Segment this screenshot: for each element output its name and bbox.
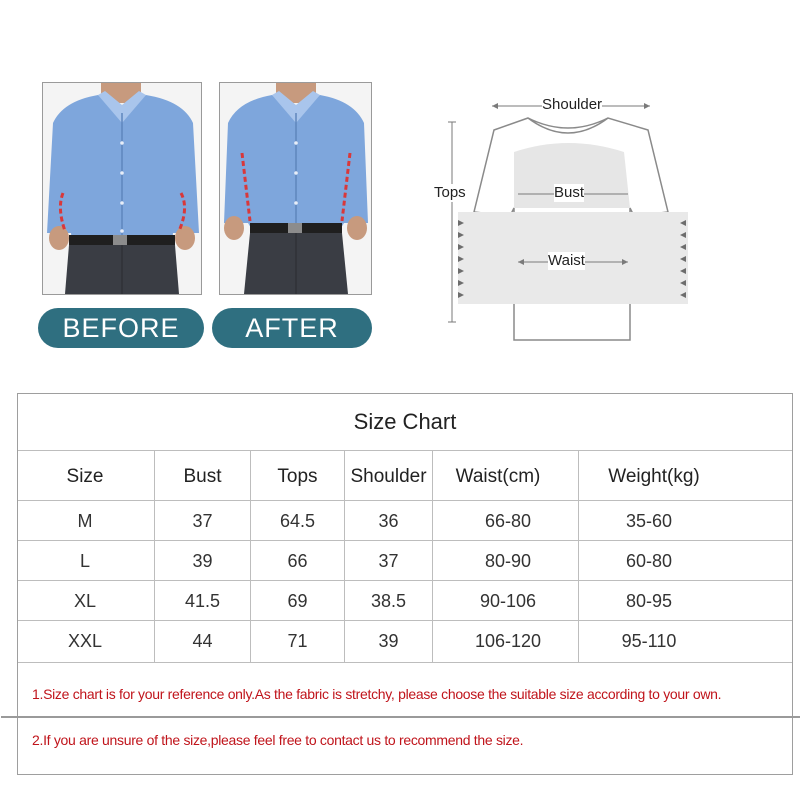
bust-label: Bust bbox=[554, 184, 585, 201]
cell-tops: 64.5 bbox=[279, 510, 316, 531]
row-divider bbox=[18, 580, 792, 581]
row-divider bbox=[18, 620, 792, 621]
header-tops: Tops bbox=[277, 466, 318, 487]
tshirt-outline bbox=[428, 90, 708, 350]
cell-bust: 41.5 bbox=[184, 590, 221, 611]
cell-waist: 66-80 bbox=[484, 510, 532, 531]
note-separator bbox=[1, 716, 800, 718]
cell-size: L bbox=[79, 550, 90, 571]
after-photo bbox=[219, 82, 372, 295]
cell-shoulder: 37 bbox=[378, 550, 399, 571]
row-divider bbox=[18, 500, 792, 501]
header-weight: Weight(kg) bbox=[608, 466, 700, 487]
header-shoulder: Shoulder bbox=[350, 466, 427, 487]
cell-bust: 39 bbox=[192, 550, 213, 571]
size-chart-table bbox=[17, 393, 793, 775]
before-badge: BEFORE bbox=[38, 308, 204, 348]
waist-label: Waist bbox=[548, 252, 585, 269]
cell-weight: 35-60 bbox=[625, 510, 673, 531]
row-divider bbox=[18, 540, 792, 541]
row-divider bbox=[18, 662, 792, 663]
size-note-2: 2.If you are unsure of the size,please feel free to contact us to recommend the size. bbox=[32, 732, 524, 748]
after-badge: AFTER bbox=[212, 308, 372, 348]
before-photo bbox=[42, 82, 202, 295]
row-divider bbox=[18, 450, 792, 451]
cell-weight: 95-110 bbox=[621, 630, 677, 651]
cell-bust: 44 bbox=[192, 630, 213, 651]
cell-bust: 37 bbox=[192, 510, 213, 531]
measurement-diagram bbox=[428, 90, 708, 350]
cell-tops: 69 bbox=[287, 590, 308, 611]
header-waist: Waist(cm) bbox=[455, 466, 541, 487]
cell-shoulder: 39 bbox=[378, 630, 399, 651]
cell-size: M bbox=[77, 510, 93, 531]
cell-waist: 80-90 bbox=[484, 550, 532, 571]
cell-weight: 80-95 bbox=[625, 590, 673, 611]
shoulder-label: Shoulder bbox=[542, 96, 603, 113]
cell-waist: 90-106 bbox=[479, 590, 537, 611]
header-size: Size bbox=[66, 466, 104, 487]
after-figure-illustration bbox=[220, 83, 371, 294]
tops-label: Tops bbox=[434, 184, 466, 201]
before-figure-illustration bbox=[43, 83, 201, 294]
cell-tops: 66 bbox=[287, 550, 308, 571]
chart-title: Size Chart bbox=[353, 409, 457, 434]
size-note-1: 1.Size chart is for your reference only.As the fabric is stretchy, please choose the suitable size according to your own. bbox=[32, 686, 722, 702]
header-bust: Bust bbox=[183, 466, 222, 487]
cell-size: XXL bbox=[67, 630, 103, 651]
cell-weight: 60-80 bbox=[625, 550, 673, 571]
cell-size: XL bbox=[73, 590, 97, 611]
cell-waist: 106-120 bbox=[474, 630, 542, 651]
cell-shoulder: 36 bbox=[378, 510, 399, 531]
cell-shoulder: 38.5 bbox=[370, 590, 407, 611]
cell-tops: 71 bbox=[287, 630, 308, 651]
